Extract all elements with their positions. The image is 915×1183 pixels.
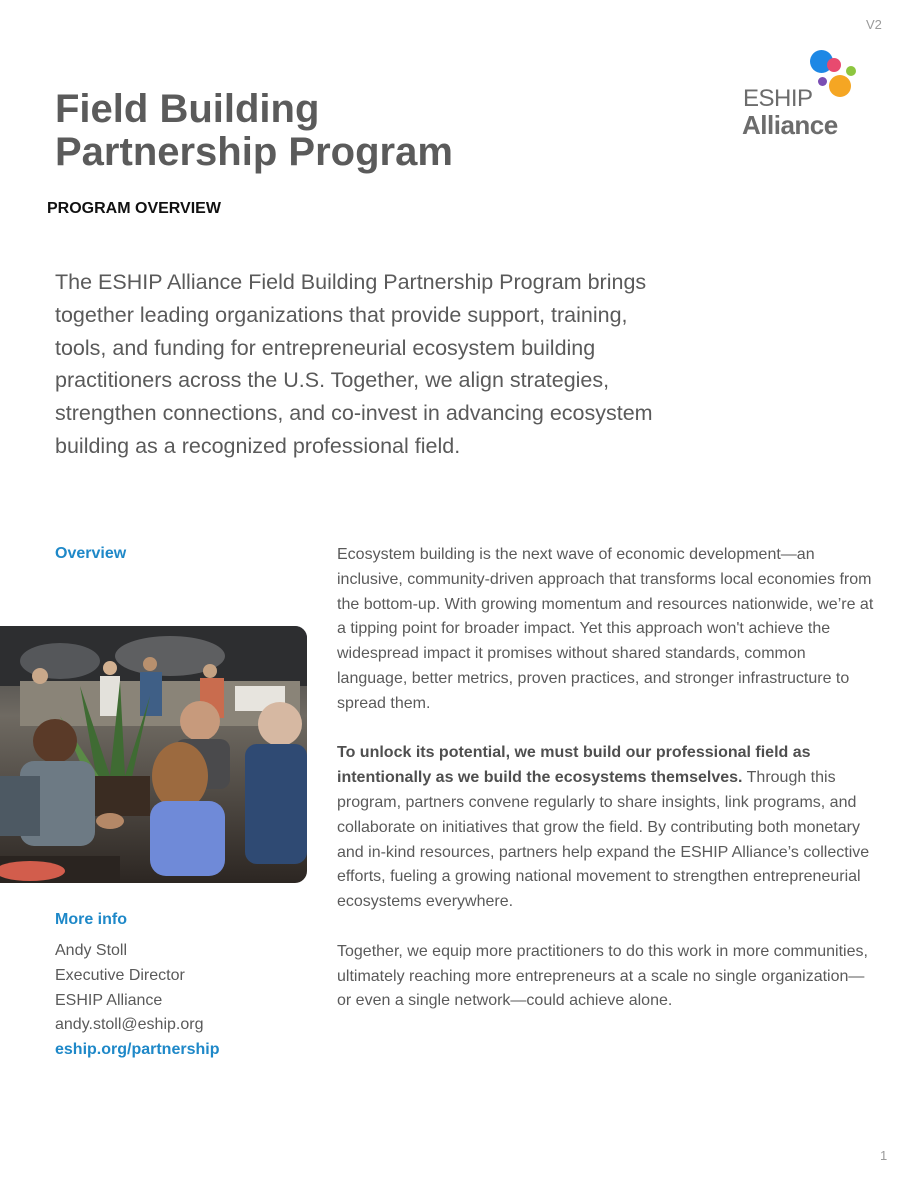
contact-role: Executive Director	[55, 966, 185, 984]
partnership-link[interactable]: eship.org/partnership	[55, 1041, 220, 1059]
body-column	[337, 543, 877, 1039]
contact-email[interactable]: andy.stoll@eship.org	[55, 1016, 204, 1034]
event-photo	[0, 626, 307, 883]
body-paragraph-3: Together, we equip more practitioners to do this work in more communities, ultimately reaching more entrepreneurs at a scale no single organization—or even a single network—could achieve alone.	[337, 942, 868, 1010]
body-paragraph-1: Ecosystem building is the next wave of economic development—an inclusive, community-driven approach that transforms local economies from the bottom-up. With growing momentum and resources nationwide, we’re at a tipping point for broader impact. Yet this approach won't achieve the widespread impact it promises without shared standards, common language, better metrics, proven practices, and stronger infrastructure to spread them.	[337, 546, 874, 712]
logo-circle-purple	[818, 77, 827, 86]
section-label: PROGRAM OVERVIEW	[47, 200, 221, 217]
title-line-2: Partnership Program	[55, 130, 453, 174]
contact-org: ESHIP Alliance	[55, 991, 163, 1009]
overview-heading: Overview	[55, 545, 127, 562]
version-label: V2	[866, 17, 882, 32]
eship-alliance-logo	[740, 48, 865, 143]
logo-circle-orange	[829, 75, 851, 97]
title-line-1: Field Building	[55, 87, 320, 131]
logo-circle-pink	[827, 58, 841, 72]
body-paragraph-2	[337, 741, 877, 915]
contact-info	[55, 939, 219, 1063]
page-number: 1	[880, 1148, 888, 1163]
body-paragraph-2-text: Through this program, partners convene regularly to share insights, link programs, and collaborate on initiatives that grow the field. By contributing both monetary and in-kind resources, partners help expand the ESHIP Alliance’s collective efforts, fueling a growing national movement to strengthen entrepreneurial ecosystems everywhere.	[337, 769, 870, 911]
logo-word-alliance: Alliance	[742, 110, 838, 140]
more-info-heading: More info	[55, 911, 127, 928]
logo-circles-icon	[805, 48, 865, 98]
logo-circle-green	[846, 66, 856, 76]
page-title	[55, 88, 453, 174]
intro-paragraph: The ESHIP Alliance Field Building Partnership Program brings together leading organizations that provide support, training, tools, and funding for entrepreneurial ecosystem building practitioners across the U.S. Together, we align strategies, strengthen connections, and co-invest in advancing ecosystem building as a recognized professional field.	[55, 270, 653, 458]
logo-word-eship: ESHIP	[743, 85, 813, 112]
body-paragraph-2-emphasis: To unlock its potential, we must build our professional field as intentionally as we build the ecosystems themselves.	[337, 744, 811, 787]
contact-name: Andy Stoll	[55, 942, 128, 959]
